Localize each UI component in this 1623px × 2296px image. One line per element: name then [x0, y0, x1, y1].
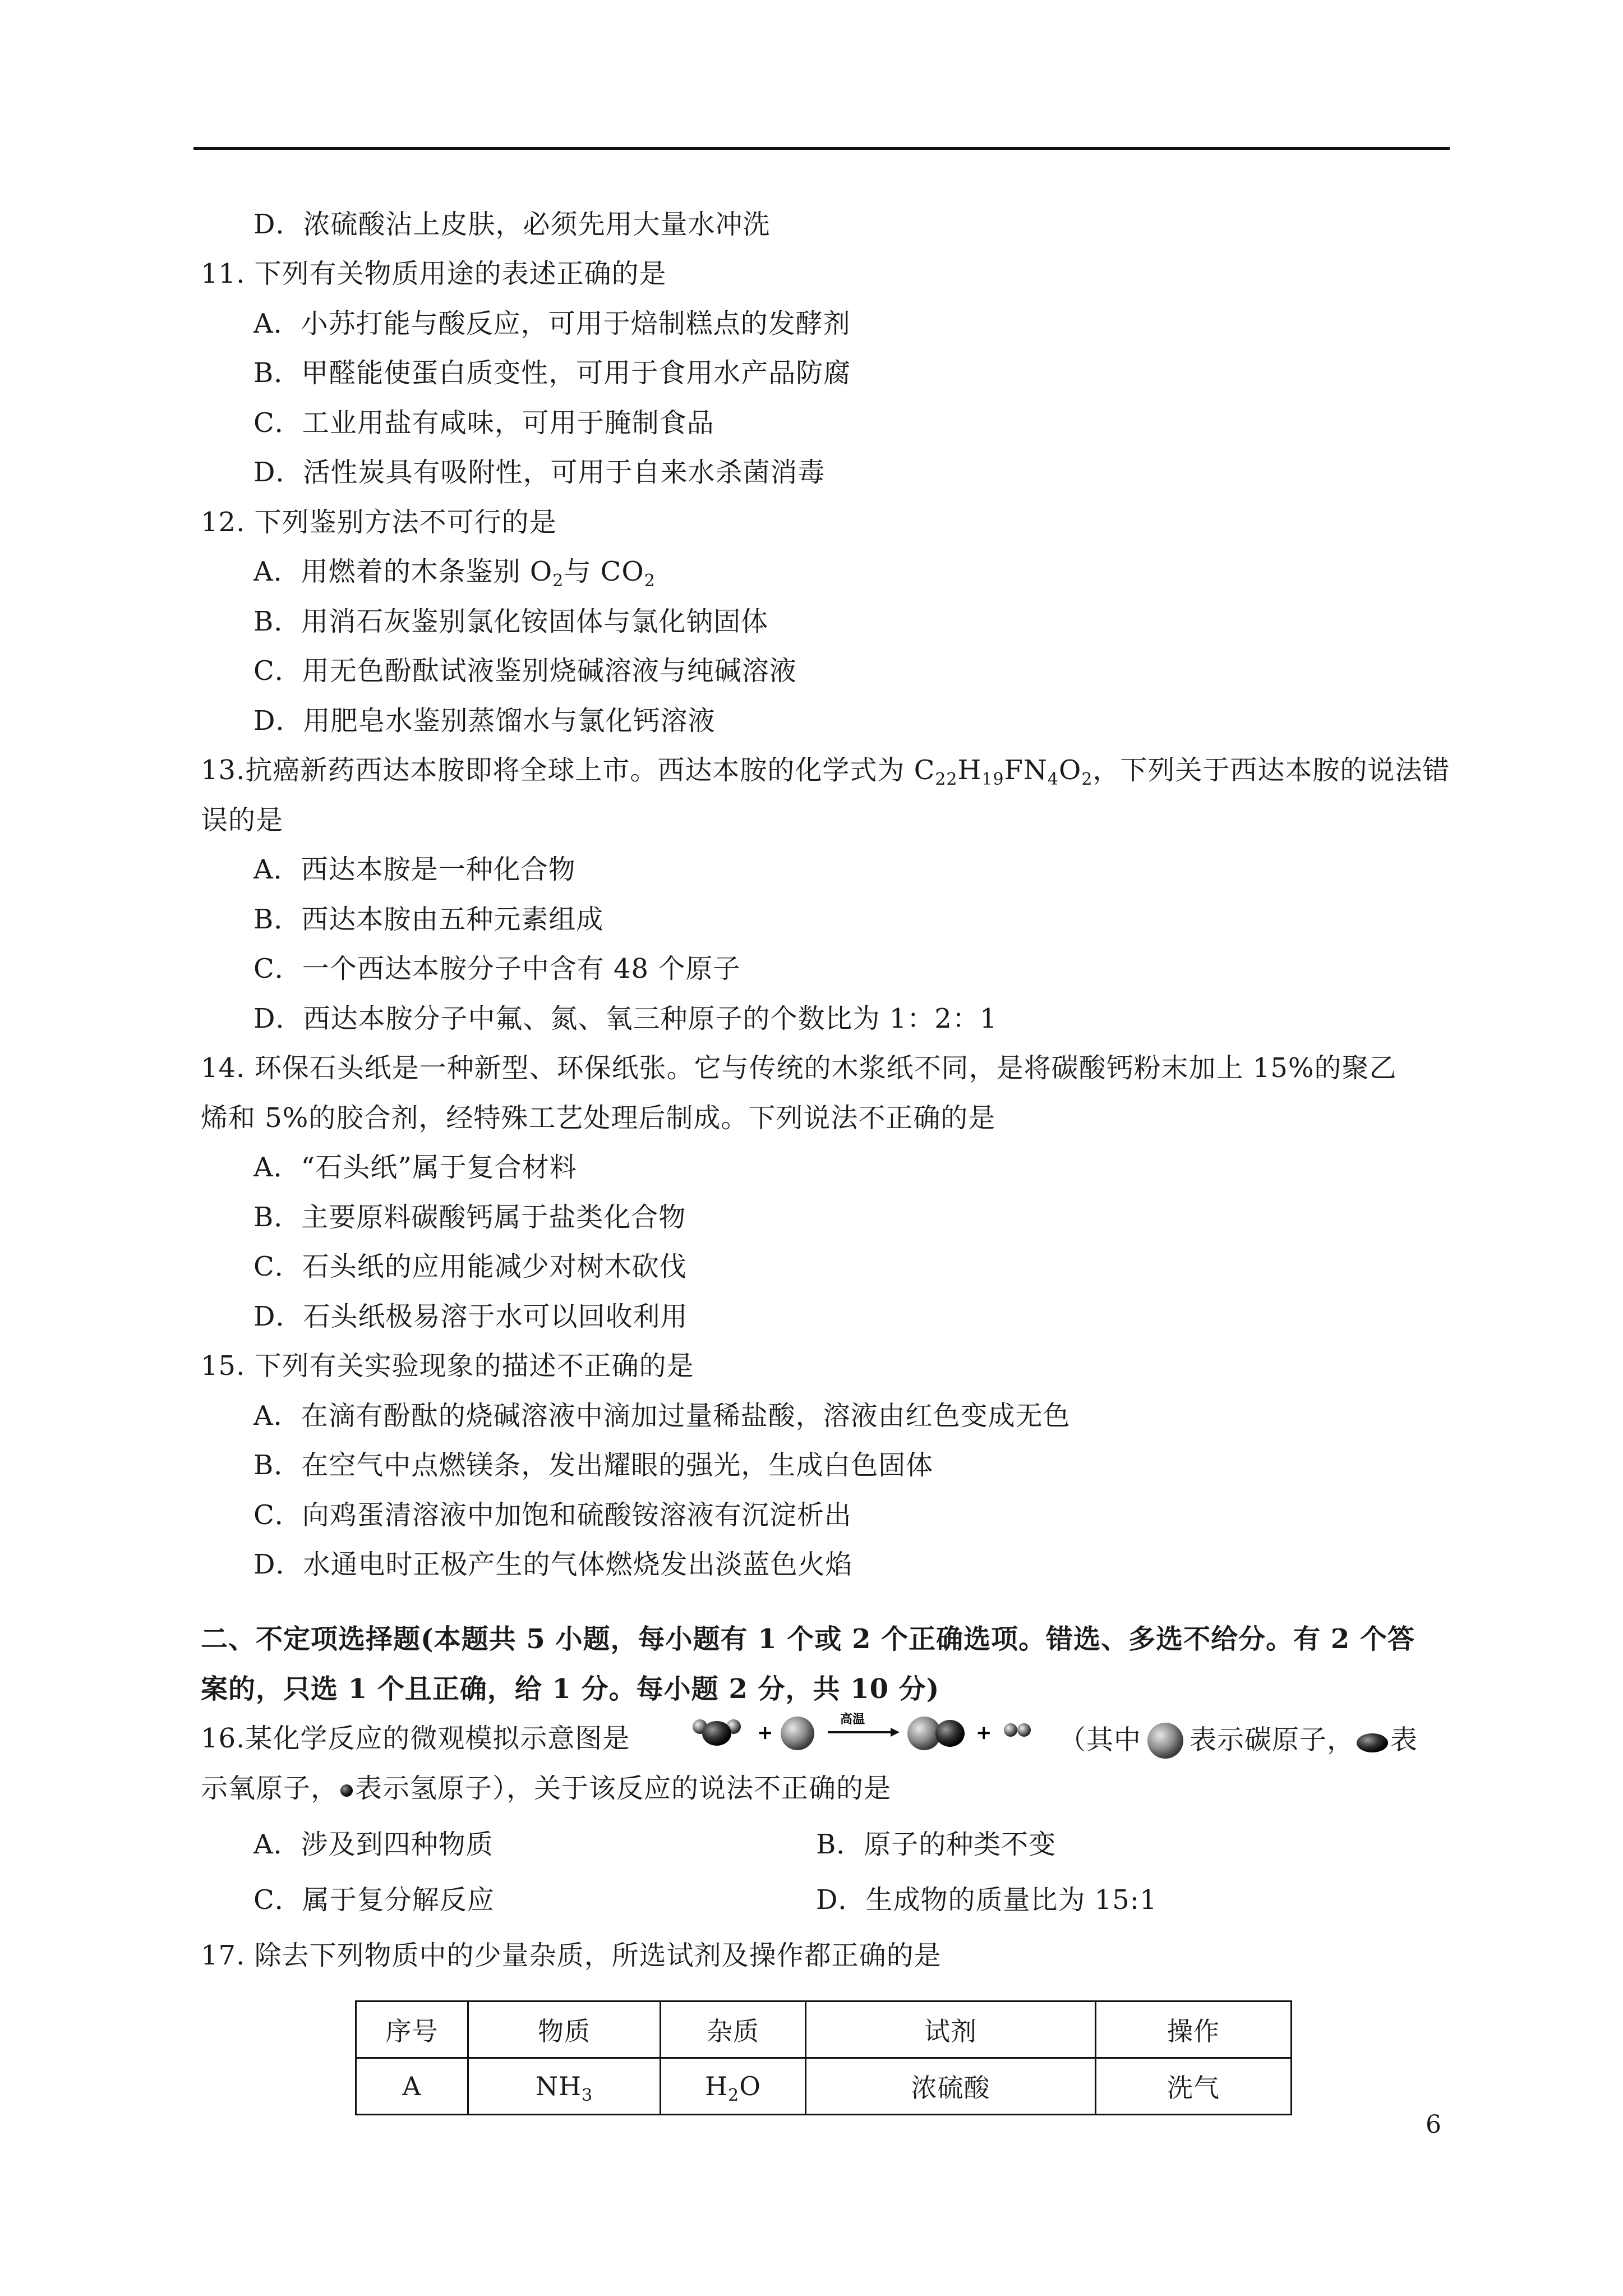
q13-option-c: C．一个西达本胺分子中含有 48 个原子: [253, 953, 741, 984]
q10-option-d: D．浓硫酸沾上皮肤，必须先用大量水冲洗: [253, 209, 771, 240]
q15-option-c: C．向鸡蛋清溶液中加饱和硫酸铵溶液有沉淀析出: [253, 1499, 852, 1531]
table-header-cell: 试剂: [806, 2001, 1096, 2058]
q16-option-c: C．属于复分解反应: [253, 1884, 495, 1916]
table-cell-substance: $NH_3$: [468, 2058, 661, 2115]
oxygen-legend-icon: [1354, 1728, 1390, 1755]
carbon-monoxide-molecule-icon: [907, 1717, 965, 1750]
q14-option-c: C．石头纸的应用能减少对树木砍伐: [253, 1251, 687, 1282]
q13-stem-continued: 误的是: [201, 804, 284, 836]
table-row: [356, 2058, 1292, 2115]
svg-text:+: +: [757, 1722, 773, 1744]
water-molecule-icon: [693, 1719, 741, 1746]
table-header-row: [356, 2001, 1292, 2058]
q14-stem-continued: 烯和 5%的胶合剂，经特殊工艺处理后制成。下列说法不正确的是: [201, 1102, 996, 1134]
q13-option-b: B．西达本胺由五种元素组成: [253, 904, 604, 935]
q16-legend: （其中 表示碳原子， 表: [1059, 1722, 1418, 1762]
table-cell-id: A: [356, 2058, 468, 2115]
svg-text:+: +: [976, 1722, 992, 1744]
q15-stem: 15. 下列有关实验现象的描述不正确的是: [201, 1350, 694, 1382]
carbon-atom-icon: [781, 1717, 814, 1750]
q11-stem: 11. 下列有关物质用途的表述正确的是: [201, 258, 667, 289]
q16-option-d: D．生成物的质量比为 15:1: [816, 1884, 1158, 1916]
q17-stem: 17. 除去下列物质中的少量杂质，所选试剂及操作都正确的是: [201, 1940, 942, 1971]
hydrogen-molecule-icon: [1004, 1723, 1031, 1737]
q12-stem: 12. 下列鉴别方法不可行的是: [201, 507, 557, 538]
table-header-cell: 物质: [468, 2001, 661, 2058]
section-2-title: 二、不定项选择题(本题共 5 小题，每小题有 1 个或 2 个正确选项。错选、多选不给分。有 2 个答: [201, 1623, 1415, 1655]
table-header-cell: 杂质: [661, 2001, 806, 2058]
q14-option-d: D．石头纸极易溶于水可以回收利用: [253, 1301, 688, 1332]
header-rule: [193, 147, 1450, 150]
q16-stem-continued: 示氧原子， 表示氢原子），关于该反应的说法不正确的是: [201, 1773, 892, 1804]
arrow-label: 高温: [840, 1713, 865, 1727]
q16-option-b: B．原子的种类不变: [816, 1829, 1057, 1860]
q12-option-c: C．用无色酚酞试液鉴别烧碱溶液与纯碱溶液: [253, 655, 797, 687]
reaction-diagram: [689, 1708, 1051, 1758]
hydrogen-legend-icon: [338, 1782, 355, 1799]
q12-option-b: B．用消石灰鉴别氯化铵固体与氯化钠固体: [253, 606, 769, 637]
carbon-legend-icon: [1141, 1722, 1189, 1762]
q14-option-a: A．“石头纸”属于复合材料: [253, 1152, 577, 1183]
q11-option-c: C．工业用盐有咸味，可用于腌制食品: [253, 407, 714, 439]
q11-option-d: D．活性炭具有吸附性，可用于自来水杀菌消毒: [253, 457, 826, 488]
q15-option-b: B．在空气中点燃镁条，发出耀眼的强光，生成白色固体: [253, 1450, 934, 1481]
q15-option-a: A．在滴有酚酞的烧碱溶液中滴加过量稀盐酸，溶液由红色变成无色: [253, 1400, 1071, 1432]
section-2-title-continued: 案的，只选 1 个且正确，给 1 分。每小题 2 分，共 10 分): [201, 1673, 940, 1705]
table-header-cell: 序号: [356, 2001, 468, 2058]
table-header-cell: 操作: [1096, 2001, 1292, 2058]
q13-option-d: D．西达本胺分子中氟、氮、氧三种原子的个数比为 1：2：1: [253, 1003, 998, 1034]
q17-table: [355, 2000, 1292, 2115]
q14-stem: 14. 环保石头纸是一种新型、环保纸张。它与传统的木浆纸不同，是将碳酸钙粉末加上 15%的聚乙: [201, 1052, 1397, 1084]
q13-option-a: A．西达本胺是一种化合物: [253, 854, 576, 885]
q14-option-b: B．主要原料碳酸钙属于盐类化合物: [253, 1202, 686, 1233]
q11-option-a: A．小苏打能与酸反应，可用于焙制糕点的发酵剂: [253, 308, 851, 339]
page-number: 6: [1426, 2110, 1441, 2139]
q13-stem: 13.抗癌新药西达本胺即将全球上市。西达本胺的化学式为 $C_{22}H_{19}FN_4O_2$，下列关于西达本胺的说法错: [201, 754, 1450, 789]
q12-option-a: A．用燃着的木条鉴别 $O_2$与 $CO_2$: [253, 556, 656, 591]
q16-option-a: A．涉及到四种物质: [253, 1829, 494, 1860]
table-cell-operation: 洗气: [1096, 2058, 1292, 2115]
q12-option-d: D．用肥皂水鉴别蒸馏水与氯化钙溶液: [253, 705, 716, 737]
q11-option-b: B．甲醛能使蛋白质变性，可用于食用水产品防腐: [253, 357, 851, 389]
table-cell-reagent: 浓硫酸: [806, 2058, 1096, 2115]
q15-option-d: D．水通电时正极产生的气体燃烧发出淡蓝色火焰: [253, 1549, 853, 1580]
table-cell-impurity: $H_2O$: [661, 2058, 806, 2115]
q16-stem: 16.某化学反应的微观模拟示意图是: [201, 1723, 630, 1754]
